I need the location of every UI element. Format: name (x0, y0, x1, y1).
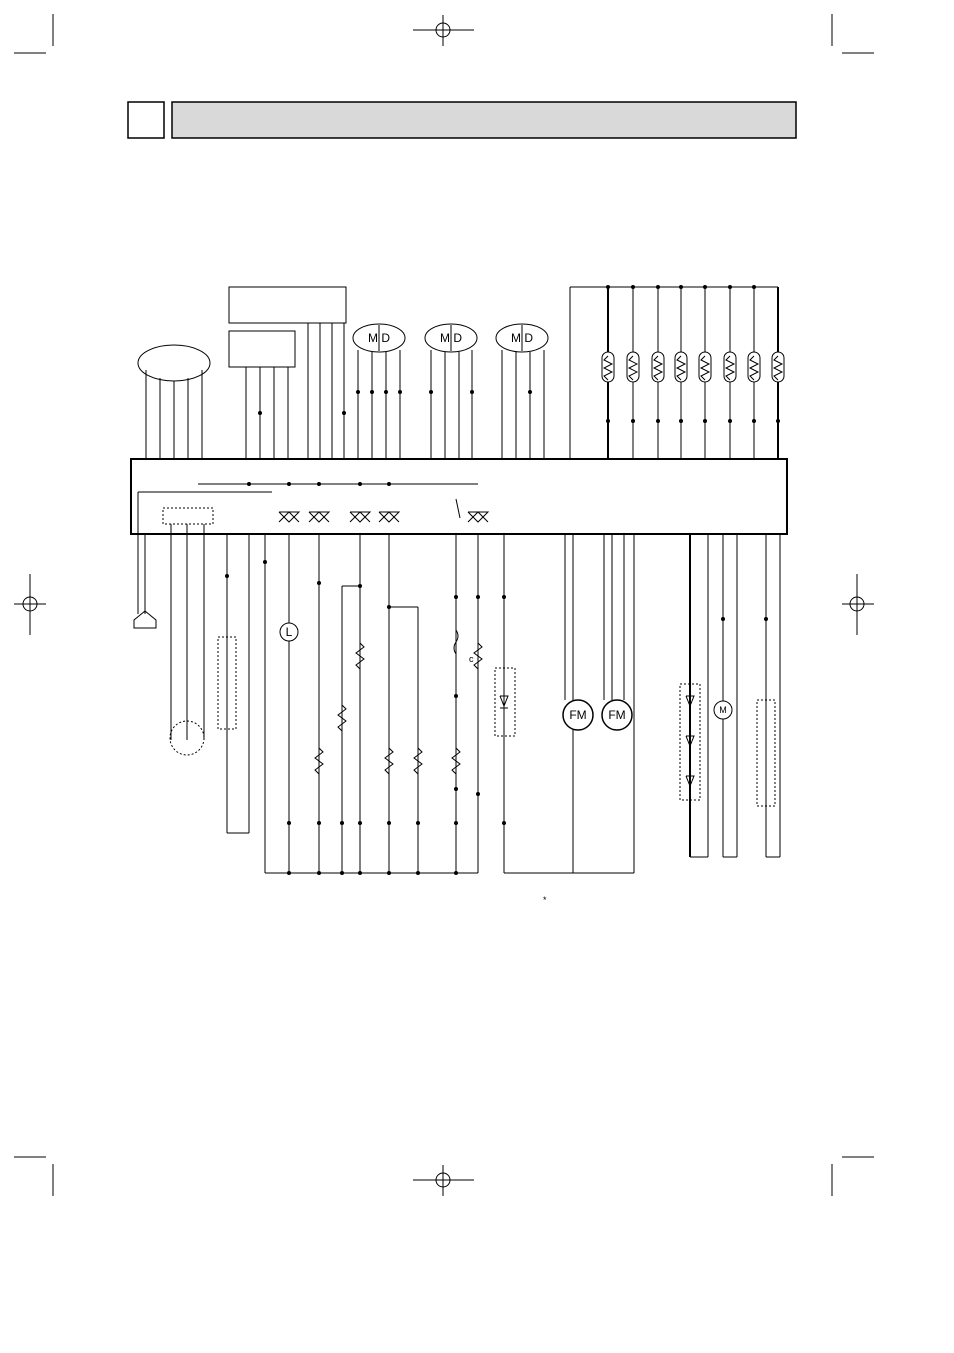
registration-mark-top (413, 15, 474, 46)
motor (714, 701, 732, 719)
terminal-block-large (229, 287, 346, 323)
svg-text:FM: FM (569, 708, 587, 722)
note-asterisk: * (543, 895, 547, 905)
registration-mark-bottom (413, 1165, 474, 1196)
upper-components (138, 287, 346, 459)
terminal-block-small (229, 331, 295, 367)
crop-marks (14, 14, 874, 1196)
damper-motor-3 (496, 324, 548, 352)
registration-mark-left (14, 574, 46, 635)
triac-row (138, 484, 488, 524)
svg-text:FM: FM (608, 708, 626, 722)
damper-motor-1 (353, 324, 405, 352)
fan-motor-1 (563, 700, 593, 730)
svg-text:M D: M D (511, 331, 533, 345)
capacitor-mark: c (469, 654, 474, 664)
damper-motor-wires (358, 350, 544, 459)
compressor-ellipse (138, 345, 210, 381)
fan-motor-2 (602, 700, 632, 730)
lower-wiring (134, 492, 780, 873)
svg-text:M D: M D (368, 331, 390, 345)
lamp (280, 623, 298, 641)
registration-mark-right (842, 574, 874, 635)
svg-text:M D: M D (440, 331, 462, 345)
control-board (131, 459, 787, 534)
svg-text:L: L (285, 625, 293, 639)
damper-motor-2 (425, 324, 477, 352)
header-bar (172, 102, 796, 138)
svg-text:M: M (719, 705, 727, 715)
thermistor-bank (570, 287, 784, 459)
section-number-box (128, 102, 164, 138)
